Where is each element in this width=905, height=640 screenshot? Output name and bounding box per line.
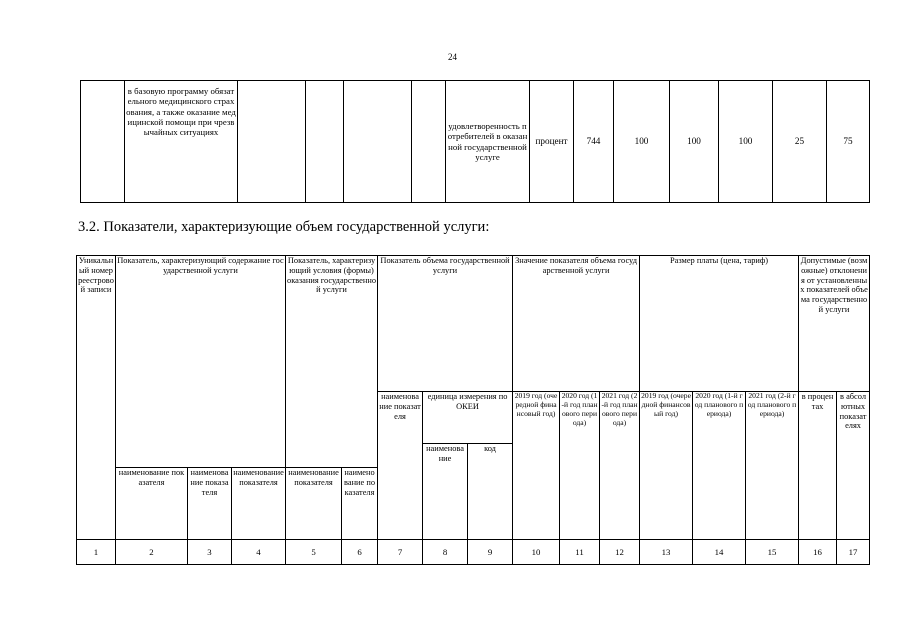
- column-number: 6: [342, 540, 378, 565]
- column-number: 11: [560, 540, 600, 565]
- header-volume-value: Значение показателя объема государственной услуги: [513, 256, 640, 392]
- column-number: 13: [640, 540, 693, 565]
- header-fee-2019: 2019 год (очередной финансовый год): [640, 392, 693, 540]
- header-value-2019: 2019 год (очередной финансовый год): [513, 392, 560, 540]
- column-number: 17: [837, 540, 870, 565]
- value-cell: 100: [614, 81, 670, 203]
- header-unit-okei: единица измерения по ОКЕИ: [423, 392, 513, 444]
- header-value-2021: 2021 год (2-й год планового периода): [600, 392, 640, 540]
- header-condition-indicator-2: наименование показателя: [342, 468, 378, 540]
- table-cell: [306, 81, 344, 203]
- header-fee-2021: 2021 год (2-й год планового периода): [746, 392, 799, 540]
- header-deviation: Допустимые (возможные) отклонения от установленных показателей объема государственной услуги: [799, 256, 870, 392]
- column-number: 10: [513, 540, 560, 565]
- column-number: 1: [77, 540, 116, 565]
- header-condition-indicator-1: наименование показателя: [286, 468, 342, 540]
- unit-code-cell: 744: [574, 81, 614, 203]
- column-number: 2: [116, 540, 188, 565]
- header-content-indicator-3: наименование показателя: [232, 468, 286, 540]
- header-fee-2020: 2020 год (1-й год планового периода): [693, 392, 746, 540]
- column-number: 12: [600, 540, 640, 565]
- table-cell: [412, 81, 446, 203]
- column-number: 4: [232, 540, 286, 565]
- column-number-row: [77, 540, 870, 565]
- header-indicator-name: наименование показателя: [378, 392, 423, 540]
- page-number: 24: [448, 52, 457, 62]
- indicator-name-cell: удовлетворенность потребителей в оказанной государственной услуге: [446, 81, 530, 203]
- value-cell: 100: [719, 81, 773, 203]
- quality-indicators-table-continued: [80, 80, 870, 203]
- section-heading: 3.2. Показатели, характеризующие объем государственной услуги:: [78, 219, 490, 235]
- table-row: [81, 81, 870, 203]
- value-cell: 100: [670, 81, 719, 203]
- column-number: 14: [693, 540, 746, 565]
- header-content-indicator-1: наименование показателя: [116, 468, 188, 540]
- header-unit-code: код: [468, 444, 513, 540]
- column-number: 16: [799, 540, 837, 565]
- column-number: 8: [423, 540, 468, 565]
- header-content-indicator-2: наименование показателя: [188, 468, 232, 540]
- unit-name-cell: процент: [530, 81, 574, 203]
- header-unique-number: Уникальный номер реестровой записи: [77, 256, 116, 540]
- table-cell: [344, 81, 412, 203]
- header-value-2020: 2020 год (1-й год планового периода): [560, 392, 600, 540]
- column-number: 15: [746, 540, 799, 565]
- header-service-content: Показатель, характеризующий содержание государственной услуги: [116, 256, 286, 468]
- column-number: 7: [378, 540, 423, 565]
- header-deviation-percent: в процентах: [799, 392, 837, 540]
- column-number: 9: [468, 540, 513, 565]
- table-cell: [238, 81, 306, 203]
- deviation-percent-cell: 25: [773, 81, 827, 203]
- header-service-conditions: Показатель, характеризующий условия (формы) оказания государственной услуги: [286, 256, 378, 468]
- volume-indicators-table: [76, 255, 870, 565]
- header-unit-name: наименование: [423, 444, 468, 540]
- column-number: 5: [286, 540, 342, 565]
- service-content-cell: в базовую программу обязательного медицинского страхования, а также оказание медицинской помощи при чрезвычайных ситуациях: [125, 81, 238, 203]
- header-deviation-absolute: в абсолютных показателях: [837, 392, 870, 540]
- table-cell: [81, 81, 125, 203]
- header-volume-indicator: Показатель объема государственной услуги: [378, 256, 513, 392]
- column-number: 3: [188, 540, 232, 565]
- deviation-absolute-cell: 75: [827, 81, 870, 203]
- header-fee: Размер платы (цена, тариф): [640, 256, 799, 392]
- table-header-row: [77, 256, 870, 392]
